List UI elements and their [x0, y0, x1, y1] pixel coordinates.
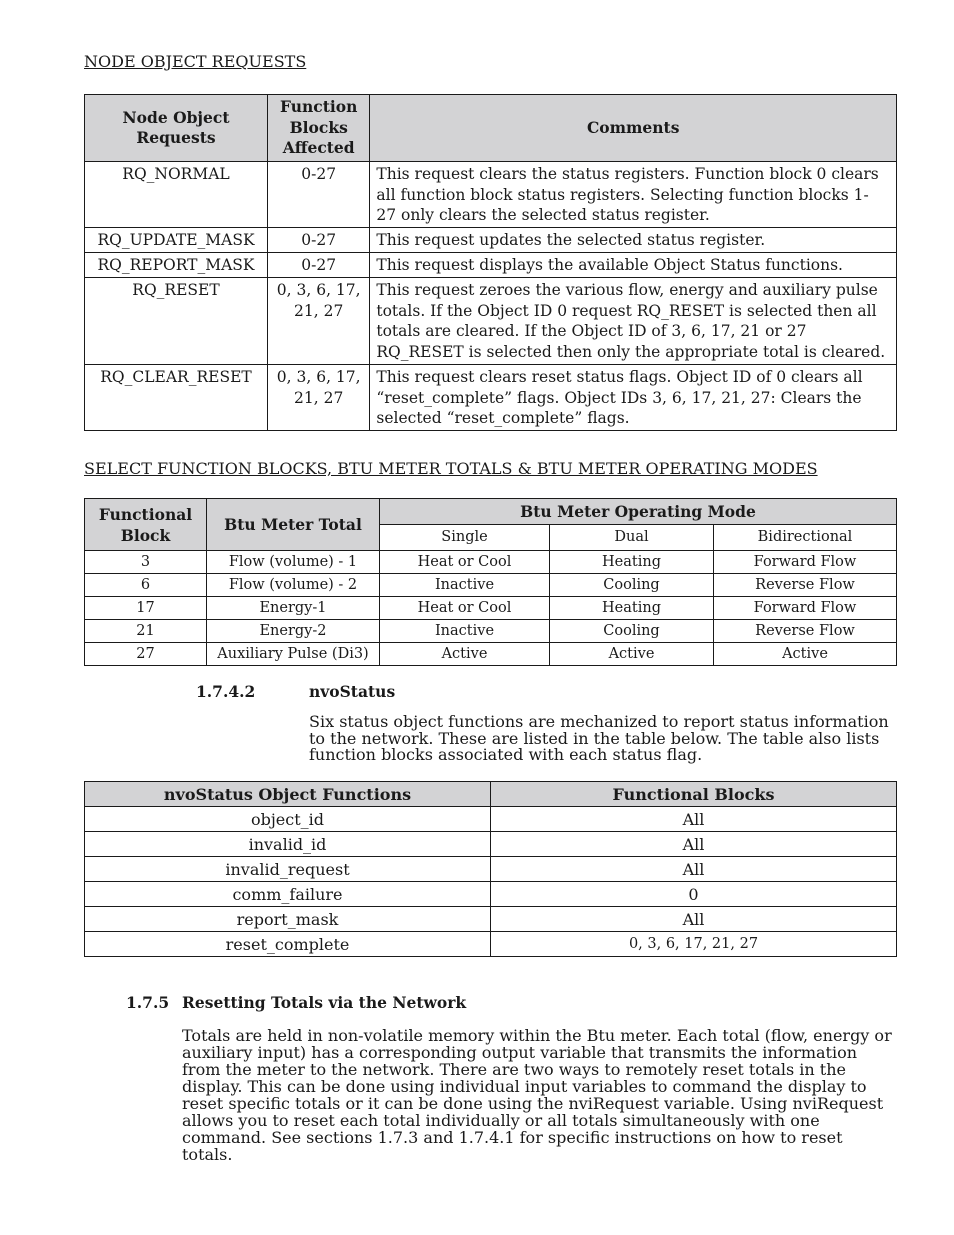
- table-row: [85, 620, 897, 643]
- request-name: RQ_REPORT_MASK: [85, 253, 268, 278]
- status-function: comm_failure: [85, 882, 491, 907]
- table-row: [85, 597, 897, 620]
- request-name: RQ_CLEAR_RESET: [85, 365, 268, 431]
- function-blocks: 0, 3, 6, 17, 21, 27: [268, 278, 370, 365]
- table-header-row: [85, 95, 897, 162]
- mode-bidirectional: Forward Flow: [714, 551, 897, 574]
- mode-dual: Cooling: [550, 620, 714, 643]
- header-nvostatus-functions: nvoStatus Object Functions: [85, 782, 491, 807]
- function-blocks: 0-27: [268, 162, 370, 228]
- request-comment: This request displays the available Object Status functions.: [370, 253, 897, 278]
- table-row: [85, 882, 897, 907]
- table-row: [85, 857, 897, 882]
- table-row: [85, 643, 897, 666]
- select-function-blocks-title: SELECT FUNCTION BLOCKS, BTU METER TOTALS & BTU METER OPERATING MODES: [84, 459, 818, 478]
- functional-block: 6: [85, 574, 207, 597]
- section-title-resetting-totals: Resetting Totals via the Network: [182, 993, 467, 1012]
- function-blocks-table: [84, 498, 897, 666]
- mode-dual: Active: [550, 643, 714, 666]
- header-function-blocks-affected: Function Blocks Affected: [268, 95, 370, 162]
- mode-single: Active: [380, 643, 550, 666]
- header-functional-block: Functional Block: [85, 499, 207, 551]
- mode-bidirectional: Reverse Flow: [714, 574, 897, 597]
- nvostatus-paragraph: Six status object functions are mechanized to report status information to the network. These are listed in the table below. The table also lists function blocks associated with each status flag.: [309, 712, 889, 764]
- node-object-requests-title: NODE OBJECT REQUESTS: [84, 52, 307, 71]
- table-row: [85, 832, 897, 857]
- status-function: invalid_request: [85, 857, 491, 882]
- table-row: [85, 807, 897, 832]
- btu-meter-total: Flow (volume) - 1: [207, 551, 380, 574]
- table-row: [85, 278, 897, 365]
- request-comment: This request zeroes the various flow, energy and auxiliary pulse totals. If the Object ID 0 request RQ_RESET is selected then all totals are cleared. If the Object ID of 3, 6, 17, 21 or 27 RQ_RESET is selected then only the appropriate total is cleared.: [370, 278, 897, 365]
- request-name: RQ_RESET: [85, 278, 268, 365]
- status-blocks: All: [491, 907, 897, 932]
- mode-dual: Heating: [550, 551, 714, 574]
- status-blocks: All: [491, 832, 897, 857]
- table-row: [85, 932, 897, 957]
- mode-single: Heat or Cool: [380, 551, 550, 574]
- table-row: [85, 365, 897, 431]
- table-header-row: [85, 782, 897, 807]
- request-comment: This request clears reset status flags. Object ID of 0 clears all “reset_complete” flags. Object IDs 3, 6, 17, 21, 27: Clears the selected “reset_complete” flags.: [370, 365, 897, 431]
- mode-bidirectional: Forward Flow: [714, 597, 897, 620]
- status-function: reset_complete: [85, 932, 491, 957]
- status-blocks: 0: [491, 882, 897, 907]
- function-blocks: 0-27: [268, 228, 370, 253]
- functional-block: 21: [85, 620, 207, 643]
- table-row: [85, 907, 897, 932]
- request-name: RQ_UPDATE_MASK: [85, 228, 268, 253]
- header-mode-single: Single: [380, 525, 550, 551]
- request-name: RQ_NORMAL: [85, 162, 268, 228]
- section-number-1-7-4-2: 1.7.4.2: [196, 682, 256, 701]
- header-mode-dual: Dual: [550, 525, 714, 551]
- request-comment: This request updates the selected status register.: [370, 228, 897, 253]
- functional-block: 27: [85, 643, 207, 666]
- mode-single: Inactive: [380, 574, 550, 597]
- section-number-1-7-5: 1.7.5: [126, 993, 170, 1012]
- status-function: invalid_id: [85, 832, 491, 857]
- btu-meter-total: Flow (volume) - 2: [207, 574, 380, 597]
- function-blocks: 0-27: [268, 253, 370, 278]
- mode-single: Inactive: [380, 620, 550, 643]
- status-blocks: 0, 3, 6, 17, 21, 27: [491, 932, 897, 957]
- functional-block: 17: [85, 597, 207, 620]
- table-header-row: [85, 499, 897, 525]
- status-blocks: All: [491, 807, 897, 832]
- header-btu-meter-total: Btu Meter Total: [207, 499, 380, 551]
- mode-bidirectional: Reverse Flow: [714, 620, 897, 643]
- header-operating-mode: Btu Meter Operating Mode: [380, 499, 897, 525]
- nvostatus-table: [84, 781, 897, 957]
- table-row: [85, 551, 897, 574]
- function-blocks: 0, 3, 6, 17, 21, 27: [268, 365, 370, 431]
- mode-dual: Heating: [550, 597, 714, 620]
- status-function: object_id: [85, 807, 491, 832]
- node-object-requests-table: [84, 94, 897, 431]
- request-comment: This request clears the status registers. Function block 0 clears all function block status registers. Selecting function blocks 1- 27 only clears the selected status register.: [370, 162, 897, 228]
- table-row: [85, 162, 897, 228]
- mode-bidirectional: Active: [714, 643, 897, 666]
- btu-meter-total: Energy-1: [207, 597, 380, 620]
- mode-single: Heat or Cool: [380, 597, 550, 620]
- header-mode-bidirectional: Bidirectional: [714, 525, 897, 551]
- header-comments: Comments: [370, 95, 897, 162]
- btu-meter-total: Auxiliary Pulse (Di3): [207, 643, 380, 666]
- header-node-object-requests: Node Object Requests: [85, 95, 268, 162]
- table-row: [85, 574, 897, 597]
- status-function: report_mask: [85, 907, 491, 932]
- btu-meter-total: Energy-2: [207, 620, 380, 643]
- header-functional-blocks: Functional Blocks: [491, 782, 897, 807]
- table-row: [85, 228, 897, 253]
- section-title-nvostatus: nvoStatus: [309, 682, 396, 701]
- functional-block: 3: [85, 551, 207, 574]
- mode-dual: Cooling: [550, 574, 714, 597]
- table-row: [85, 253, 897, 278]
- resetting-paragraph: Totals are held in non-volatile memory within the Btu meter. Each total (flow, energy or auxiliary input) has a corresponding output variable that transmits the information from the meter to the network. There are two ways to remotely reset totals in the display. This can be done using individual input variables to command the display to reset specific totals or it can be done using the nviRequest variable. Using nviRequest allows you to reset each total individually or all totals simultaneously with one command. See sections 1.7.3 and 1.7.4.1 for specific instructions on how to reset totals.: [182, 1026, 892, 1164]
- status-blocks: All: [491, 857, 897, 882]
